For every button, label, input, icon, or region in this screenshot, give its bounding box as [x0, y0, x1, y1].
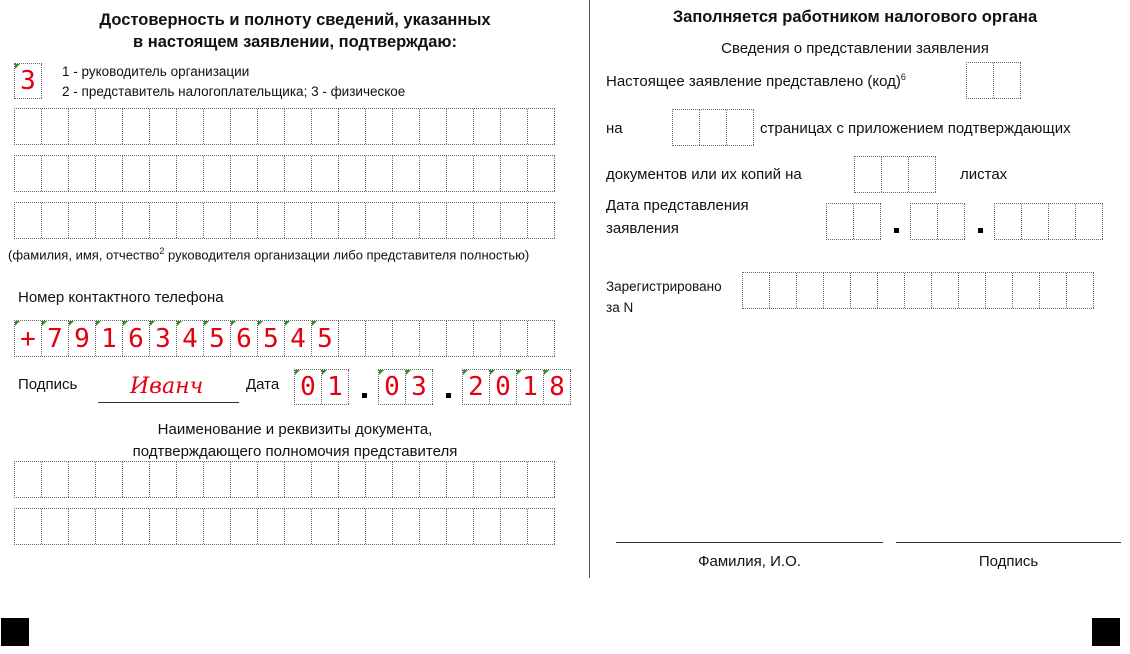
full-name-cell — [393, 109, 420, 144]
phone-cell: 4 — [285, 321, 312, 356]
left-heading-line1: Достоверность и полноту сведений, указанных — [99, 11, 491, 29]
inspector-signature-label: Подпись — [978, 553, 1039, 570]
full-name-cell — [123, 109, 150, 144]
full-name-row[interactable] — [14, 108, 555, 145]
full-name-cell — [312, 203, 339, 238]
full-name-cell — [177, 109, 204, 144]
authority-document-row[interactable] — [14, 461, 555, 498]
full-name-cell — [69, 156, 96, 191]
authority-document-cell — [285, 509, 312, 544]
date-month-cell: 0 — [379, 370, 406, 404]
authority-document-cell — [96, 462, 123, 497]
presented-label-text: Настоящее заявление представлено (код) — [606, 73, 901, 90]
right-subheading: Сведения о представлении заявления — [721, 40, 989, 57]
full-name-cell — [231, 109, 258, 144]
submission-day-cell — [854, 204, 881, 239]
authority-document-cell — [501, 509, 528, 544]
full-name-cell — [501, 156, 528, 191]
full-name-cell — [366, 156, 393, 191]
phone-cell: 1 — [96, 321, 123, 356]
phone-cell — [528, 321, 555, 356]
submission-date-separator-1 — [894, 228, 899, 233]
authority-document-cell — [15, 509, 42, 544]
phone-cell: 5 — [204, 321, 231, 356]
full-name-cell — [96, 203, 123, 238]
authority-document-cell — [366, 509, 393, 544]
full-name-cell — [366, 203, 393, 238]
phone-cell: + — [15, 321, 42, 356]
authority-document-cell — [312, 462, 339, 497]
phone-cell: 6 — [123, 321, 150, 356]
registration-number-cell — [878, 273, 905, 308]
submission-year-cell — [995, 204, 1022, 239]
full-name-cell — [501, 109, 528, 144]
full-name-cell — [339, 156, 366, 191]
authority-document-cell — [339, 462, 366, 497]
full-name-cell — [420, 156, 447, 191]
full-name-cell — [312, 109, 339, 144]
submission-month-cell — [911, 204, 938, 239]
presented-label — [606, 72, 906, 90]
date-year-cell: 1 — [517, 370, 544, 404]
pages-field[interactable] — [672, 109, 754, 146]
fio-line — [616, 542, 883, 543]
full-name-cell — [123, 156, 150, 191]
authority-document-cell — [177, 509, 204, 544]
full-name-row[interactable] — [14, 155, 555, 192]
corner-marker-left — [1, 618, 29, 646]
phone-label: Номер контактного телефона — [18, 289, 224, 306]
registered-label-line2: за N — [606, 300, 634, 315]
phone-cell — [366, 321, 393, 356]
submission-day-field[interactable] — [826, 203, 881, 240]
sheets-cell — [882, 157, 909, 192]
full-name-cell — [150, 109, 177, 144]
full-name-cell — [501, 203, 528, 238]
submission-year-cell — [1049, 204, 1076, 239]
full-name-cell — [231, 203, 258, 238]
registration-number-cell — [932, 273, 959, 308]
pages-cell — [727, 110, 754, 145]
phone-cell: 7 — [42, 321, 69, 356]
authority-document-cell — [393, 509, 420, 544]
corner-marker-right — [1092, 618, 1120, 646]
presented-code-cell — [994, 63, 1021, 98]
date-month-field[interactable] — [378, 369, 433, 405]
registration-number-cell — [1067, 273, 1094, 308]
authority-document-cell — [312, 509, 339, 544]
authority-document-row[interactable] — [14, 508, 555, 545]
authority-document-cell — [447, 462, 474, 497]
full-name-cell — [258, 156, 285, 191]
authority-document-cell — [123, 462, 150, 497]
authority-document-cell — [474, 462, 501, 497]
full-name-cell — [69, 203, 96, 238]
full-name-cell — [393, 156, 420, 191]
full-name-cell — [15, 156, 42, 191]
date-year-cell: 2 — [463, 370, 490, 404]
phone-field[interactable] — [14, 320, 555, 357]
authority-document-cell — [420, 462, 447, 497]
full-name-cell — [528, 156, 555, 191]
name-caption-b: руководителя организации либо представителя полностью) — [164, 247, 530, 263]
full-name-cell — [204, 156, 231, 191]
phone-cell — [474, 321, 501, 356]
full-name-row[interactable] — [14, 202, 555, 239]
authority-document-cell — [258, 509, 285, 544]
full-name-cell — [258, 203, 285, 238]
phone-cell: 9 — [69, 321, 96, 356]
submission-month-cell — [938, 204, 965, 239]
full-name-cell — [42, 203, 69, 238]
full-name-cell — [96, 109, 123, 144]
phone-cell — [339, 321, 366, 356]
phone-cell — [447, 321, 474, 356]
submission-date-separator-2 — [978, 228, 983, 233]
left-heading-line2: в настоящем заявлении, подтверждаю: — [133, 33, 457, 51]
presented-label-footnote: 6 — [900, 72, 906, 82]
phone-cell: 3 — [150, 321, 177, 356]
registration-number-cell — [824, 273, 851, 308]
full-name-cell — [393, 203, 420, 238]
signer-option-2: 2 - представитель налогоплательщика; 3 - физическое — [62, 84, 406, 99]
doc-caption-line1: Наименование и реквизиты документа, — [157, 421, 433, 438]
full-name-cell — [177, 156, 204, 191]
signature-line — [98, 402, 239, 403]
registration-number-cell — [1013, 273, 1040, 308]
registration-number-cell — [851, 273, 878, 308]
authority-document-cell — [177, 462, 204, 497]
full-name-cell — [42, 156, 69, 191]
full-name-cell — [15, 203, 42, 238]
authority-document-cell — [474, 509, 501, 544]
date-separator-2 — [446, 393, 451, 398]
submission-date-label — [606, 194, 749, 240]
authority-document-cell — [204, 509, 231, 544]
authority-document-cell — [15, 462, 42, 497]
registration-number-cell — [1040, 273, 1067, 308]
registration-number-cell — [770, 273, 797, 308]
submission-year-field[interactable] — [994, 203, 1103, 240]
docs-label: документов или их копий на — [606, 166, 802, 183]
registration-number-field[interactable] — [742, 272, 1094, 309]
authority-document-cell — [204, 462, 231, 497]
authority-document-cell — [420, 509, 447, 544]
phone-cell: 4 — [177, 321, 204, 356]
full-name-cell — [447, 109, 474, 144]
authority-document-cell — [69, 509, 96, 544]
registered-label-line1: Зарегистрировано — [606, 279, 722, 294]
left-heading — [20, 9, 570, 53]
registration-number-cell — [797, 273, 824, 308]
full-name-cell — [123, 203, 150, 238]
sheets-label: листах — [960, 166, 1008, 183]
date-day-cell: 0 — [295, 370, 322, 404]
registration-number-cell — [986, 273, 1013, 308]
authority-document-cell — [123, 509, 150, 544]
full-name-cell — [150, 203, 177, 238]
right-heading: Заполняется работником налогового органа — [672, 8, 1038, 26]
submission-year-cell — [1076, 204, 1103, 239]
authority-document-cell — [501, 462, 528, 497]
name-caption — [8, 246, 529, 262]
name-caption-footnote: 2 — [159, 246, 165, 256]
on-label: на — [606, 120, 623, 137]
phone-cell — [393, 321, 420, 356]
signer-code-field[interactable] — [14, 63, 42, 99]
doc-caption-line2: подтверждающего полномочия представителя — [132, 443, 458, 460]
date-label: Дата — [246, 376, 280, 393]
date-day-cell: 1 — [322, 370, 349, 404]
submission-day-cell — [827, 204, 854, 239]
phone-cell: 5 — [258, 321, 285, 356]
full-name-cell — [447, 156, 474, 191]
authority-document-cell — [285, 462, 312, 497]
full-name-cell — [339, 109, 366, 144]
full-name-cell — [474, 203, 501, 238]
authority-document-cell — [150, 462, 177, 497]
authority-document-cell — [258, 462, 285, 497]
authority-document-cell — [528, 509, 555, 544]
phone-cell: 6 — [231, 321, 258, 356]
full-name-cell — [285, 156, 312, 191]
full-name-cell — [474, 109, 501, 144]
date-year-field[interactable] — [462, 369, 571, 405]
sheets-cell — [909, 157, 936, 192]
presented-code-field[interactable] — [966, 62, 1021, 99]
authority-document-cell — [231, 509, 258, 544]
registration-number-cell — [959, 273, 986, 308]
full-name-cell — [231, 156, 258, 191]
pages-cell — [673, 110, 700, 145]
pages-label: страницах с приложением подтверждающих — [760, 120, 1071, 137]
presented-code-cell — [967, 63, 994, 98]
phone-cell — [501, 321, 528, 356]
signer-code-cell: 3 — [15, 64, 42, 98]
fio-label: Фамилия, И.О. — [698, 553, 801, 570]
authority-document-cell — [339, 509, 366, 544]
full-name-cell — [285, 203, 312, 238]
authority-document-cell — [528, 462, 555, 497]
full-name-cell — [177, 203, 204, 238]
full-name-cell — [15, 109, 42, 144]
date-month-cell: 3 — [406, 370, 433, 404]
full-name-cell — [285, 109, 312, 144]
phone-cell: 5 — [312, 321, 339, 356]
registration-number-cell — [905, 273, 932, 308]
full-name-cell — [42, 109, 69, 144]
full-name-cell — [258, 109, 285, 144]
full-name-cell — [69, 109, 96, 144]
authority-document-cell — [150, 509, 177, 544]
signer-options — [62, 62, 405, 102]
sheets-cell — [855, 157, 882, 192]
authority-document-cell — [366, 462, 393, 497]
doc-caption — [30, 419, 560, 463]
date-day-field[interactable] — [294, 369, 349, 405]
authority-document-cell — [447, 509, 474, 544]
column-divider — [589, 0, 590, 578]
authority-document-cell — [231, 462, 258, 497]
authority-document-cell — [96, 509, 123, 544]
full-name-cell — [420, 203, 447, 238]
submission-date-label-line2: заявления — [606, 220, 679, 237]
full-name-cell — [150, 156, 177, 191]
inspector-signature-line — [896, 542, 1121, 543]
full-name-cell — [447, 203, 474, 238]
pages-cell — [700, 110, 727, 145]
submission-year-cell — [1022, 204, 1049, 239]
authority-document-cell — [393, 462, 420, 497]
signature-value: Иванч — [130, 374, 204, 399]
full-name-cell — [96, 156, 123, 191]
name-caption-a: (фамилия, имя, отчество — [8, 247, 160, 263]
submission-date-label-line1: Дата представления — [606, 197, 749, 214]
submission-month-field[interactable] — [910, 203, 965, 240]
full-name-cell — [528, 203, 555, 238]
full-name-cell — [204, 203, 231, 238]
registered-label — [606, 276, 722, 318]
sheets-field[interactable] — [854, 156, 936, 193]
date-year-cell: 8 — [544, 370, 571, 404]
full-name-cell — [204, 109, 231, 144]
registration-number-cell — [743, 273, 770, 308]
date-separator-1 — [362, 393, 367, 398]
full-name-cell — [528, 109, 555, 144]
authority-document-cell — [42, 509, 69, 544]
signature-label: Подпись — [18, 376, 78, 393]
full-name-cell — [366, 109, 393, 144]
full-name-cell — [474, 156, 501, 191]
authority-document-cell — [42, 462, 69, 497]
phone-cell — [420, 321, 447, 356]
date-year-cell: 0 — [490, 370, 517, 404]
full-name-cell — [312, 156, 339, 191]
signer-option-1: 1 - руководитель организации — [62, 64, 250, 79]
full-name-cell — [420, 109, 447, 144]
full-name-cell — [339, 203, 366, 238]
authority-document-cell — [69, 462, 96, 497]
